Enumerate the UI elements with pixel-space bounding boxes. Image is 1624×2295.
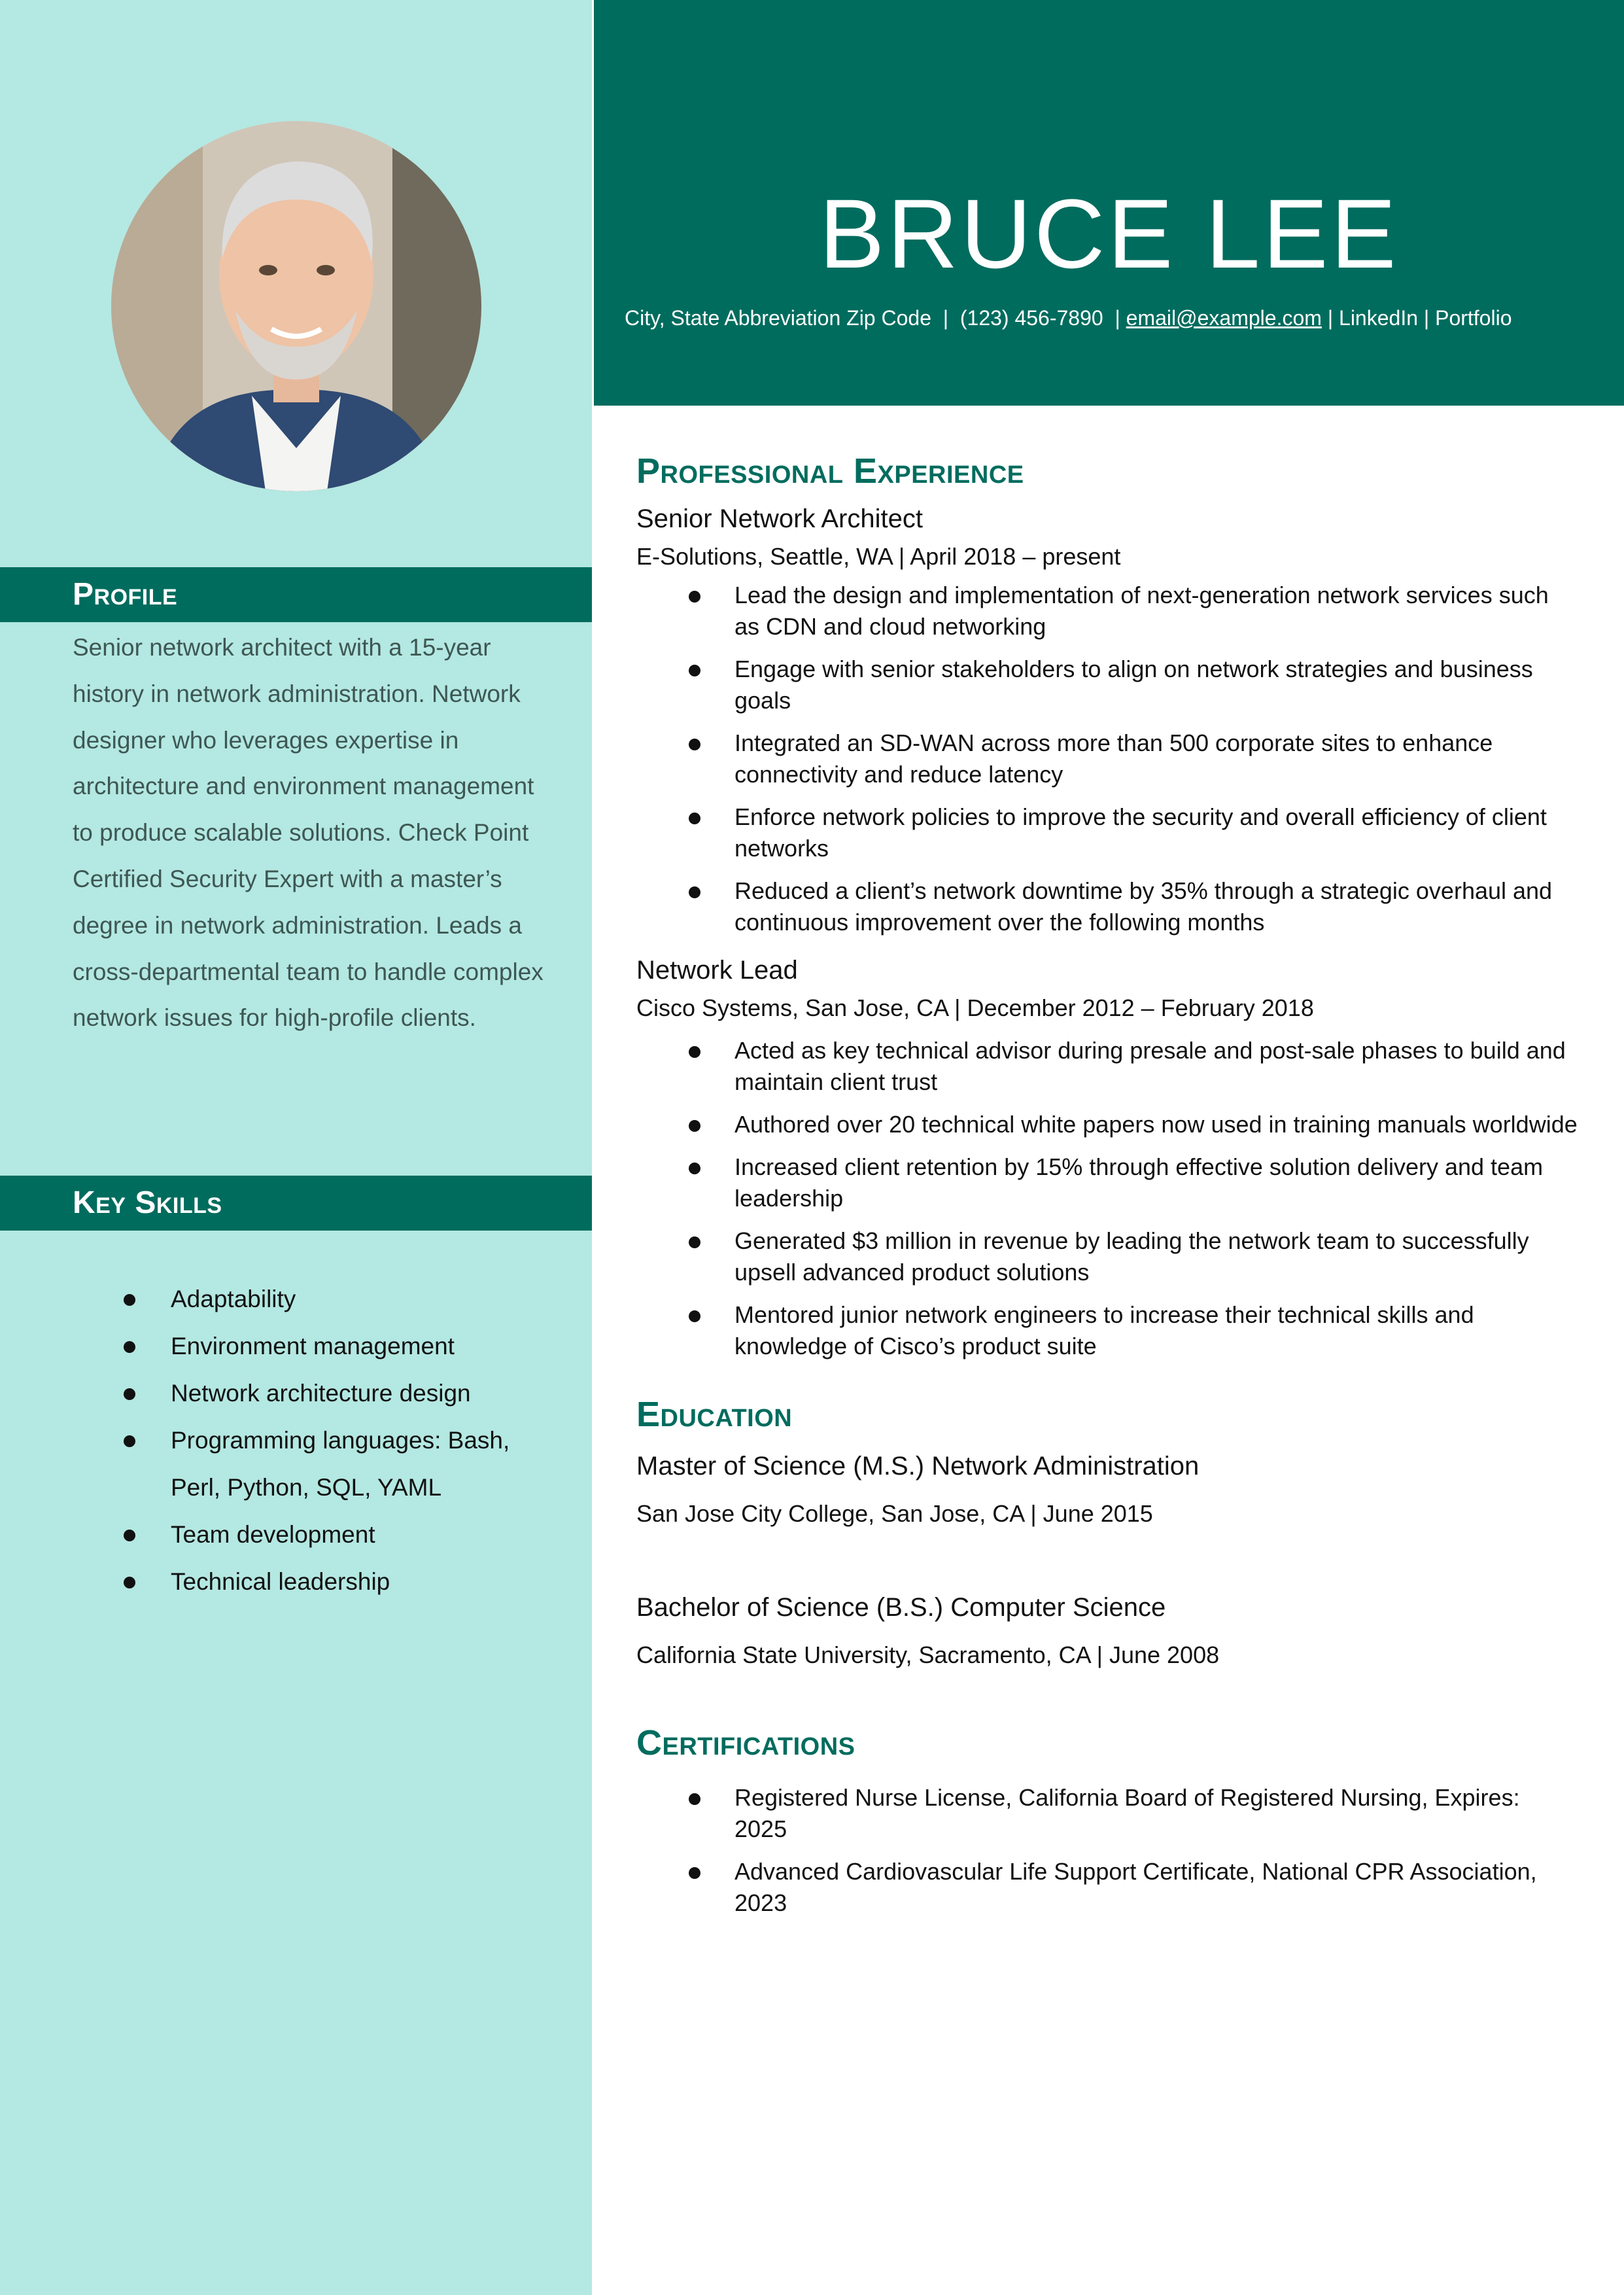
job-meta: Cisco Systems, San Jose, CA | December 2012 – February 2018 [636,994,1314,1021]
profile-heading: Profile [0,567,592,622]
job-bullet: Authored over 20 technical white papers now used in training manuals worldwide [636,1109,1578,1140]
contact-phone: (123) 456-7890 [959,306,1103,330]
main-content [636,445,1578,1930]
job-meta: E-Solutions, Seattle, WA | April 2018 – present [636,543,1121,570]
bullet-icon [689,1793,700,1805]
bullet-icon [689,1120,700,1132]
job-bullet: Enforce network policies to improve the security and overall efficiency of client networks [636,801,1578,864]
contact-location: City, State Abbreviation Zip Code [625,306,931,330]
skills-list [73,1276,544,1605]
bullet-icon [689,1310,700,1322]
degree-title: Master of Science (M.S.) Network Administration [636,1452,1200,1480]
candidate-name: BRUCE LEE [819,179,1399,289]
bullet-icon [124,1435,135,1447]
bullet-icon [689,813,700,824]
bullet-icon [124,1577,135,1588]
job-bullet: Acted as key technical advisor during presale and post-sale phases to build and maintain client trust [636,1035,1578,1098]
bullet-icon [689,886,700,898]
bullet-icon [689,591,700,603]
bullet-icon [124,1341,135,1353]
bullet-icon [689,1236,700,1248]
bullet-icon [124,1388,135,1400]
contact-portfolio-link[interactable]: Portfolio [1435,306,1512,330]
education-entry [636,1443,1578,1539]
job-bullet: Lead the design and implementation of next-generation network services such as CDN and cloud networking [636,580,1578,642]
skill-item: Technical leadership [73,1558,544,1605]
experience-heading: Professional Experience [636,451,1024,491]
certifications-list [636,1782,1578,1919]
bullet-icon [689,739,700,750]
job-entry [636,500,1578,938]
job-title: Senior Network Architect [636,504,923,533]
job-title: Network Lead [636,956,798,985]
job-bullet: Integrated an SD-WAN across more than 500 corporate sites to enhance connectivity and reduce latency [636,727,1578,790]
bullet-icon [124,1530,135,1541]
degree-title: Bachelor of Science (B.S.) Computer Science [636,1593,1166,1622]
education-entry [636,1585,1578,1680]
education-heading: Education [636,1395,793,1434]
degree-school: San Jose City College, San Jose, CA | June 2015 [636,1500,1153,1527]
portrait-illustration [111,121,481,491]
profile-summary: Senior network architect with a 15-year history in network administration. Network designer who leverages expertise in architecture and environment management to produce scalable solutions. Check Point Certified Security Expert with a master’s degree in network administration. Leads a cross-departmental team to handle complex network issues for high-profile clients. [73,634,544,1032]
bullet-icon [689,665,700,676]
profile-photo [111,121,481,491]
certification-item: Advanced Cardiovascular Life Support Certificate, National CPR Association, 2023 [636,1856,1578,1919]
skill-item: Programming languages: Bash, Perl, Python, SQL, YAML [73,1417,544,1511]
job-bullet: Increased client retention by 15% through effective solution delivery and team leadership [636,1151,1578,1214]
degree-school: California State University, Sacramento, CA | June 2008 [636,1641,1220,1668]
bullet-icon [689,1867,700,1879]
bullet-icon [124,1294,135,1306]
skill-item: Network architecture design [73,1370,544,1417]
job-bullet: Engage with senior stakeholders to align on network strategies and business goals [636,654,1578,716]
bullet-icon [689,1163,700,1174]
certifications-heading: Certifications [636,1723,855,1762]
job-bullets [636,1035,1578,1362]
job-bullets [636,580,1578,938]
skill-item: Team development [73,1511,544,1558]
job-bullet: Reduced a client’s network downtime by 35% through a strategic overhaul and continuous improvement over the following months [636,875,1578,938]
skill-item: Adaptability [73,1276,544,1323]
job-bullet: Mentored junior network engineers to increase their technical skills and knowledge of Cisco’s product suite [636,1299,1578,1362]
job-entry [636,951,1578,1362]
job-bullet: Generated $3 million in revenue by leading the network team to successfully upsell advanced product solutions [636,1225,1578,1288]
bullet-icon [689,1046,700,1058]
contact-line: City, State Abbreviation Zip Code | (123) 456-7890 | email@example.com | LinkedIn | Portfolio [625,306,1512,330]
skills-heading: Key Skills [0,1176,592,1231]
contact-email-link[interactable]: email@example.com [1126,306,1322,330]
skill-item: Environment management [73,1323,544,1370]
certification-item: Registered Nurse License, California Board of Registered Nursing, Expires: 2025 [636,1782,1578,1845]
contact-linkedin-link[interactable]: LinkedIn [1339,306,1418,330]
